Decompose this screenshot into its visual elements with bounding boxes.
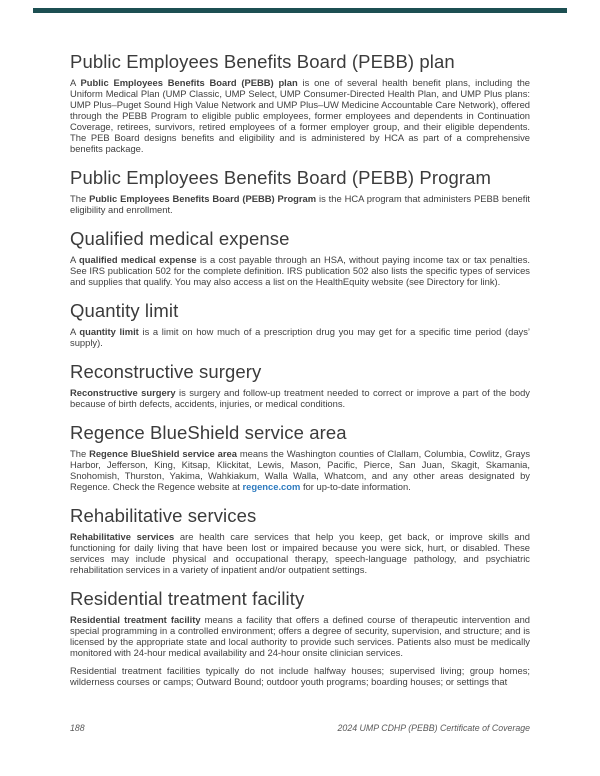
paragraph: [70, 193, 530, 215]
text-run: means the Washington counties of Clallam, Columbia, Cowlitz, Grays Harbor, Jefferson, King, Kitsap, Klickitat, Lewis, Mason, Pacific, Pierce, San Juan, Skagit, Skamania, Snohomish, Thurston, Yakima, Wahkiakum, Walla Walla, Whatcom, and any other areas designated by Regence. Check the Regence website at: [70, 448, 531, 492]
bold-term: Rehabilitative services: [70, 531, 175, 542]
text-run: is a limit on how much of a prescription drug you may get for a specific time period (days’ supply).: [70, 326, 530, 348]
bold-term: quantity limit: [79, 326, 139, 337]
paragraph: [70, 665, 530, 687]
text-run: The: [70, 448, 90, 459]
section-heading: Public Employees Benefits Board (PEBB) Program: [70, 167, 492, 188]
text-run: Residential treatment facilities typically do not include halfway houses; supervised living; group homes; wilderness courses or camps; Outward Bound; outdoor youth programs; boarding houses; or settings that: [70, 665, 530, 687]
text-run: A: [70, 254, 80, 265]
text-run: A: [70, 77, 81, 88]
text-run: for up-to-date information.: [300, 481, 411, 492]
section-heading: Rehabilitative services: [70, 505, 257, 526]
page-footer: [70, 723, 530, 733]
text-run: are health care services that help you keep, get back, or improve skills and functioning for daily living that have been lost or impaired because you were sick, hurt, or disabled. These services may include physical and occupational therapy, speech-language pathology, and psychiatric rehabilitation services in a variety of inpatient and/or outpatient settings.: [70, 531, 530, 575]
section-heading: Residential treatment facility: [70, 588, 305, 609]
page-top-rule: [33, 8, 567, 13]
section-heading: Regence BlueShield service area: [70, 422, 347, 443]
bold-term: Reconstructive surgery: [70, 387, 176, 398]
paragraph: [70, 448, 530, 492]
text-run: is a cost payable through an HSA, without paying income tax or tax penalties. See IRS publication 502 for the complete definition. IRS publication 502 also lists the specific types of services and supplies that qualify. You may also access a list on the HealthEquity website (see Directory for link).: [70, 254, 531, 287]
paragraph: [70, 387, 530, 409]
section-heading: Quantity limit: [70, 300, 179, 321]
page-number: 188: [70, 723, 85, 733]
bold-term: Public Employees Benefits Board (PEBB) plan: [80, 77, 298, 88]
text-run: A: [70, 326, 80, 337]
text-run: is the HCA program that administers PEBB benefit eligibility and enrollment.: [70, 193, 531, 215]
section-heading: Reconstructive surgery: [70, 361, 262, 382]
document-title: 2024 UMP CDHP (PEBB) Certificate of Coverage: [337, 723, 530, 733]
bold-term: qualified medical expense: [79, 254, 197, 265]
text-run: means a facility that offers a defined course of therapeutic intervention and special programming in a controlled environment; offers a degree of security, supervision, and structure; and is licensed by the appropriate state and local authority to provide such services. Patients also must be medically monitored with 24-hour medical availability and 24-hour onsite clinician services.: [70, 614, 530, 658]
section-heading: Public Employees Benefits Board (PEBB) plan: [70, 51, 455, 72]
text-run: is one of several health benefit plans, including the Uniform Medical Plan (UMP Classic, UMP Select, UMP Consumer-Directed Health Plan, and UMP Plus plans: UMP Plus–Puget Sound High Value Network and UMP Plus–UW Medicine Accountable Care Network), offered through the PEBB Program to eligible public employees, former employees and dependents in Continuation Coverage, retirees, survivors, retired employees of a former employer group, and their eligible dependents. The PEB Board designs benefits and eligibility and is administered by HCA as part of a comprehensive benefits package.: [70, 77, 531, 154]
text-run: The: [70, 193, 90, 204]
bold-term: Residential treatment facility: [70, 614, 201, 625]
text-run: is surgery and follow-up treatment needed to correct or improve a part of the body because of birth defects, accidents, injuries, or medical conditions.: [70, 387, 530, 409]
paragraph: [70, 254, 530, 287]
paragraph: [70, 77, 530, 154]
paragraph: [70, 531, 530, 575]
regence-link[interactable]: regence.com: [242, 481, 301, 492]
paragraph: [70, 614, 530, 658]
bold-term: Regence BlueShield service area: [89, 448, 237, 459]
section-heading: Qualified medical expense: [70, 228, 290, 249]
paragraph: [70, 326, 530, 348]
page-body: [70, 50, 530, 687]
bold-term: Public Employees Benefits Board (PEBB) Program: [89, 193, 317, 204]
